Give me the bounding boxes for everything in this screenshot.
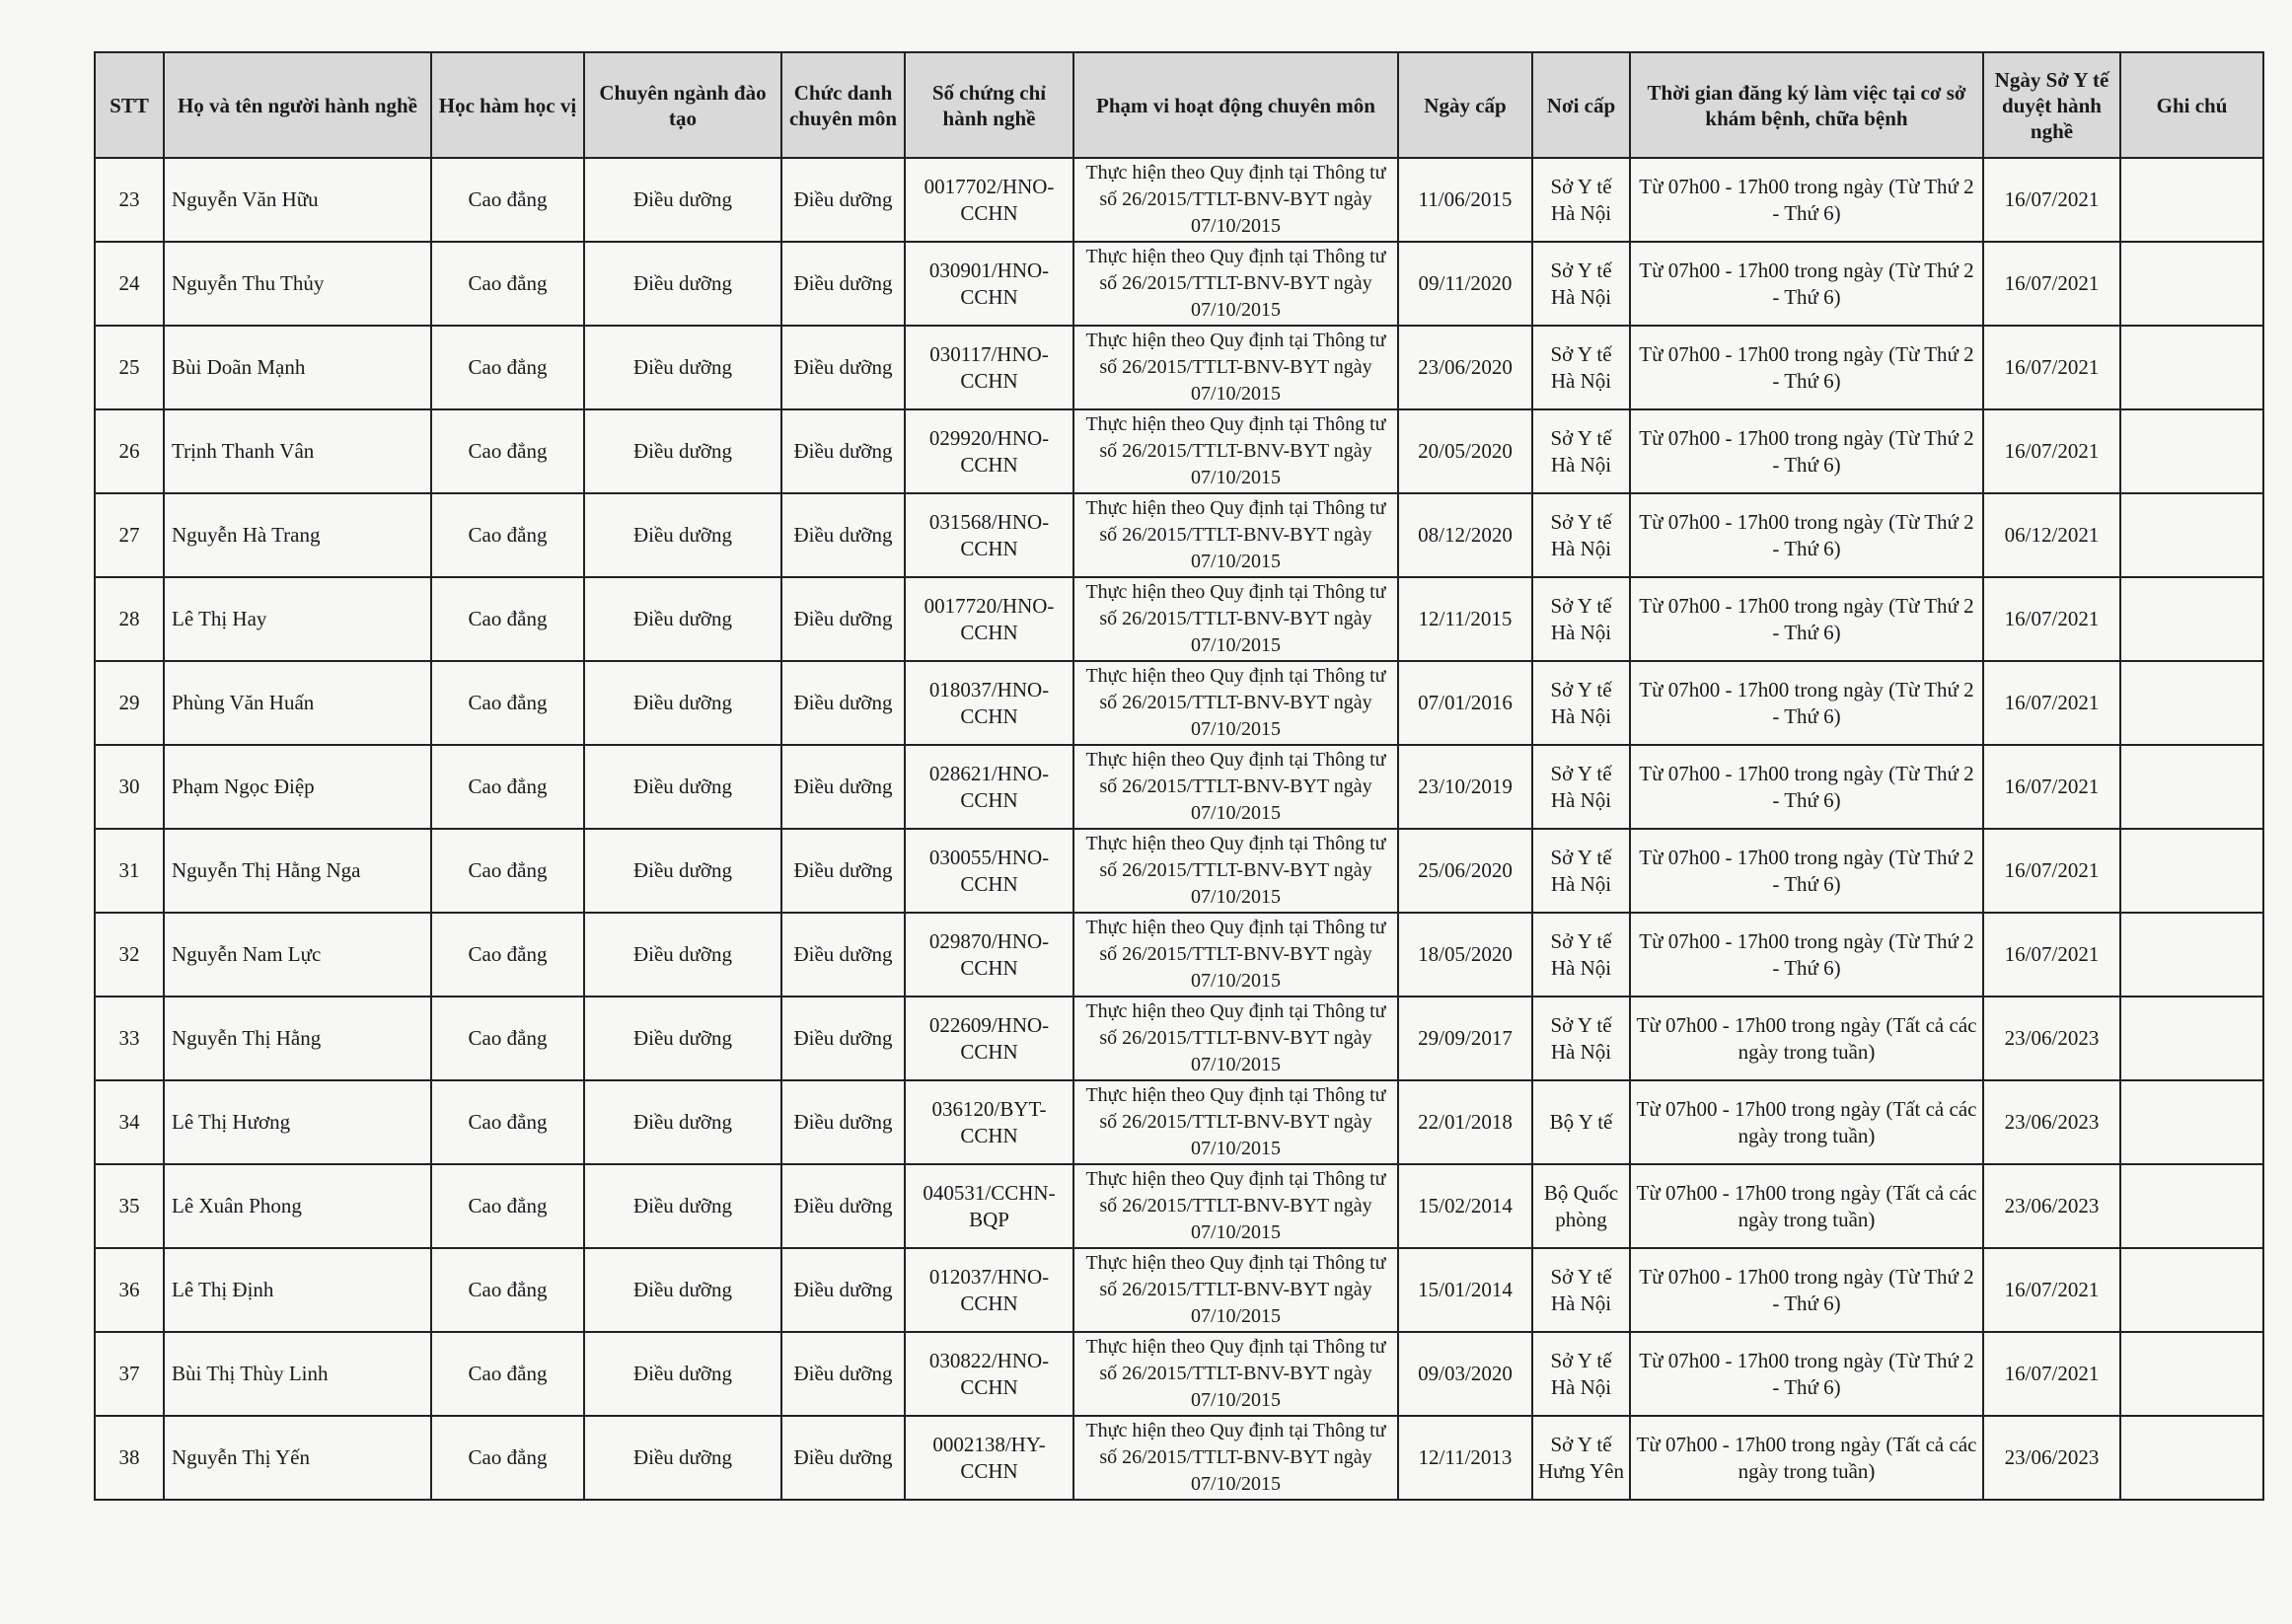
cell-scope: Thực hiện theo Quy định tại Thông tư số 26/2015/TTLT-BNV-BYT ngày 07/10/2015 — [1073, 1164, 1398, 1248]
cell-issue-date: 29/09/2017 — [1398, 997, 1532, 1080]
table-row — [95, 409, 2263, 493]
cell-major: Điều dưỡng — [584, 1416, 781, 1500]
table-row — [95, 158, 2263, 242]
cell-cert: 012037/HNO-CCHN — [905, 1248, 1073, 1332]
cell-approval-date: 16/07/2021 — [1983, 158, 2120, 242]
cell-scope: Thực hiện theo Quy định tại Thông tư số 26/2015/TTLT-BNV-BYT ngày 07/10/2015 — [1073, 1080, 1398, 1164]
cell-title: Điều dưỡng — [781, 1416, 905, 1500]
cell-name: Bùi Thị Thùy Linh — [164, 1332, 431, 1416]
header-scope: Phạm vi hoạt động chuyên môn — [1073, 52, 1398, 158]
cell-approval-date: 23/06/2023 — [1983, 1080, 2120, 1164]
cell-title: Điều dưỡng — [781, 493, 905, 577]
header-title: Chức danh chuyên môn — [781, 52, 905, 158]
header-issuer: Nơi cấp — [1532, 52, 1630, 158]
cell-title: Điều dưỡng — [781, 1332, 905, 1416]
cell-scope: Thực hiện theo Quy định tại Thông tư số 26/2015/TTLT-BNV-BYT ngày 07/10/2015 — [1073, 1416, 1398, 1500]
cell-scope: Thực hiện theo Quy định tại Thông tư số 26/2015/TTLT-BNV-BYT ngày 07/10/2015 — [1073, 409, 1398, 493]
cell-issue-date: 08/12/2020 — [1398, 493, 1532, 577]
cell-issue-date: 11/06/2015 — [1398, 158, 1532, 242]
cell-name: Phạm Ngọc Điệp — [164, 745, 431, 829]
cell-issue-date: 12/11/2013 — [1398, 1416, 1532, 1500]
cell-degree: Cao đẳng — [431, 409, 584, 493]
cell-scope: Thực hiện theo Quy định tại Thông tư số 26/2015/TTLT-BNV-BYT ngày 07/10/2015 — [1073, 829, 1398, 913]
cell-degree: Cao đẳng — [431, 326, 584, 409]
cell-issue-date: 15/01/2014 — [1398, 1248, 1532, 1332]
cell-issuer: Sở Y tế Hà Nội — [1532, 913, 1630, 997]
cell-major: Điều dưỡng — [584, 326, 781, 409]
cell-issue-date: 20/05/2020 — [1398, 409, 1532, 493]
cell-scope: Thực hiện theo Quy định tại Thông tư số 26/2015/TTLT-BNV-BYT ngày 07/10/2015 — [1073, 493, 1398, 577]
cell-cert: 0002138/HY-CCHN — [905, 1416, 1073, 1500]
cell-title: Điều dưỡng — [781, 409, 905, 493]
cell-scope: Thực hiện theo Quy định tại Thông tư số 26/2015/TTLT-BNV-BYT ngày 07/10/2015 — [1073, 158, 1398, 242]
cell-major: Điều dưỡng — [584, 1164, 781, 1248]
cell-approval-date: 23/06/2023 — [1983, 997, 2120, 1080]
cell-issuer: Bộ Quốc phòng — [1532, 1164, 1630, 1248]
cell-work-time: Từ 07h00 - 17h00 trong ngày (Từ Thứ 2 - Thứ 6) — [1630, 326, 1983, 409]
cell-approval-date: 16/07/2021 — [1983, 745, 2120, 829]
cell-name: Lê Thị Hương — [164, 1080, 431, 1164]
cell-title: Điều dưỡng — [781, 242, 905, 326]
cell-cert: 030055/HNO-CCHN — [905, 829, 1073, 913]
header-degree: Học hàm học vị — [431, 52, 584, 158]
cell-work-time: Từ 07h00 - 17h00 trong ngày (Từ Thứ 2 - Thứ 6) — [1630, 158, 1983, 242]
cell-work-time: Từ 07h00 - 17h00 trong ngày (Từ Thứ 2 - Thứ 6) — [1630, 1332, 1983, 1416]
table-row — [95, 1080, 2263, 1164]
cell-approval-date: 23/06/2023 — [1983, 1164, 2120, 1248]
header-approval-date: Ngày Sở Y tế duyệt hành nghề — [1983, 52, 2120, 158]
cell-scope: Thực hiện theo Quy định tại Thông tư số 26/2015/TTLT-BNV-BYT ngày 07/10/2015 — [1073, 1248, 1398, 1332]
cell-title: Điều dưỡng — [781, 326, 905, 409]
cell-issuer: Sở Y tế Hà Nội — [1532, 661, 1630, 745]
cell-issue-date: 23/10/2019 — [1398, 745, 1532, 829]
cell-cert: 040531/CCHN-BQP — [905, 1164, 1073, 1248]
cell-approval-date: 23/06/2023 — [1983, 1416, 2120, 1500]
cell-name: Phùng Văn Huấn — [164, 661, 431, 745]
cell-scope: Thực hiện theo Quy định tại Thông tư số 26/2015/TTLT-BNV-BYT ngày 07/10/2015 — [1073, 661, 1398, 745]
cell-issuer: Sở Y tế Hà Nội — [1532, 1332, 1630, 1416]
cell-issuer: Bộ Y tế — [1532, 1080, 1630, 1164]
cell-major: Điều dưỡng — [584, 577, 781, 661]
cell-degree: Cao đẳng — [431, 661, 584, 745]
cell-cert: 030117/HNO-CCHN — [905, 326, 1073, 409]
cell-title: Điều dưỡng — [781, 158, 905, 242]
cell-issue-date: 09/03/2020 — [1398, 1332, 1532, 1416]
cell-issue-date: 25/06/2020 — [1398, 829, 1532, 913]
cell-name: Nguyễn Thu Thủy — [164, 242, 431, 326]
cell-major: Điều dưỡng — [584, 1080, 781, 1164]
cell-issue-date: 09/11/2020 — [1398, 242, 1532, 326]
cell-note — [2120, 158, 2263, 242]
cell-title: Điều dưỡng — [781, 829, 905, 913]
table-row — [95, 1248, 2263, 1332]
cell-stt: 25 — [95, 326, 164, 409]
cell-issuer: Sở Y tế Hà Nội — [1532, 409, 1630, 493]
cell-cert: 030901/HNO-CCHN — [905, 242, 1073, 326]
cell-scope: Thực hiện theo Quy định tại Thông tư số 26/2015/TTLT-BNV-BYT ngày 07/10/2015 — [1073, 745, 1398, 829]
cell-approval-date: 16/07/2021 — [1983, 913, 2120, 997]
table-row — [95, 913, 2263, 997]
cell-stt: 23 — [95, 158, 164, 242]
cell-stt: 34 — [95, 1080, 164, 1164]
table-row — [95, 997, 2263, 1080]
cell-work-time: Từ 07h00 - 17h00 trong ngày (Tất cả các ngày trong tuần) — [1630, 1416, 1983, 1500]
cell-degree: Cao đẳng — [431, 1416, 584, 1500]
cell-note — [2120, 493, 2263, 577]
cell-scope: Thực hiện theo Quy định tại Thông tư số 26/2015/TTLT-BNV-BYT ngày 07/10/2015 — [1073, 913, 1398, 997]
cell-issuer: Sở Y tế Hưng Yên — [1532, 1416, 1630, 1500]
cell-note — [2120, 1164, 2263, 1248]
cell-work-time: Từ 07h00 - 17h00 trong ngày (Từ Thứ 2 - Thứ 6) — [1630, 745, 1983, 829]
cell-degree: Cao đẳng — [431, 1164, 584, 1248]
cell-degree: Cao đẳng — [431, 493, 584, 577]
table-row — [95, 1164, 2263, 1248]
cell-stt: 28 — [95, 577, 164, 661]
cell-approval-date: 16/07/2021 — [1983, 1248, 2120, 1332]
cell-major: Điều dưỡng — [584, 242, 781, 326]
cell-note — [2120, 1332, 2263, 1416]
table-row — [95, 1332, 2263, 1416]
cell-degree: Cao đẳng — [431, 577, 584, 661]
cell-issue-date: 07/01/2016 — [1398, 661, 1532, 745]
cell-degree: Cao đẳng — [431, 829, 584, 913]
cell-note — [2120, 409, 2263, 493]
cell-issuer: Sở Y tế Hà Nội — [1532, 1248, 1630, 1332]
cell-degree: Cao đẳng — [431, 242, 584, 326]
cell-degree: Cao đẳng — [431, 913, 584, 997]
table-body — [95, 158, 2263, 1500]
cell-work-time: Từ 07h00 - 17h00 trong ngày (Từ Thứ 2 - Thứ 6) — [1630, 1248, 1983, 1332]
cell-note — [2120, 829, 2263, 913]
cell-note — [2120, 997, 2263, 1080]
header-stt: STT — [95, 52, 164, 158]
cell-stt: 30 — [95, 745, 164, 829]
cell-cert: 031568/HNO-CCHN — [905, 493, 1073, 577]
cell-stt: 31 — [95, 829, 164, 913]
cell-stt: 32 — [95, 913, 164, 997]
cell-major: Điều dưỡng — [584, 1248, 781, 1332]
header-work-time: Thời gian đăng ký làm việc tại cơ sở khám bệnh, chữa bệnh — [1630, 52, 1983, 158]
table-row — [95, 661, 2263, 745]
cell-approval-date: 16/07/2021 — [1983, 242, 2120, 326]
cell-major: Điều dưỡng — [584, 829, 781, 913]
table-row — [95, 242, 2263, 326]
cell-issuer: Sở Y tế Hà Nội — [1532, 745, 1630, 829]
cell-cert: 028621/HNO-CCHN — [905, 745, 1073, 829]
cell-name: Nguyễn Văn Hữu — [164, 158, 431, 242]
cell-approval-date: 16/07/2021 — [1983, 409, 2120, 493]
cell-scope: Thực hiện theo Quy định tại Thông tư số 26/2015/TTLT-BNV-BYT ngày 07/10/2015 — [1073, 326, 1398, 409]
cell-issuer: Sở Y tế Hà Nội — [1532, 158, 1630, 242]
cell-scope: Thực hiện theo Quy định tại Thông tư số 26/2015/TTLT-BNV-BYT ngày 07/10/2015 — [1073, 242, 1398, 326]
cell-name: Lê Thị Định — [164, 1248, 431, 1332]
table-row — [95, 829, 2263, 913]
cell-note — [2120, 1080, 2263, 1164]
cell-major: Điều dưỡng — [584, 493, 781, 577]
cell-note — [2120, 661, 2263, 745]
table-row — [95, 577, 2263, 661]
cell-title: Điều dưỡng — [781, 1164, 905, 1248]
header-major: Chuyên ngành đào tạo — [584, 52, 781, 158]
cell-approval-date: 06/12/2021 — [1983, 493, 2120, 577]
cell-title: Điều dưỡng — [781, 745, 905, 829]
cell-major: Điều dưỡng — [584, 661, 781, 745]
cell-stt: 27 — [95, 493, 164, 577]
cell-title: Điều dưỡng — [781, 1080, 905, 1164]
cell-name: Nguyễn Thị Hằng — [164, 997, 431, 1080]
cell-degree: Cao đẳng — [431, 1080, 584, 1164]
cell-work-time: Từ 07h00 - 17h00 trong ngày (Từ Thứ 2 - Thứ 6) — [1630, 661, 1983, 745]
cell-major: Điều dưỡng — [584, 158, 781, 242]
cell-work-time: Từ 07h00 - 17h00 trong ngày (Tất cả các ngày trong tuần) — [1630, 997, 1983, 1080]
cell-name: Lê Thị Hay — [164, 577, 431, 661]
cell-work-time: Từ 07h00 - 17h00 trong ngày (Từ Thứ 2 - Thứ 6) — [1630, 493, 1983, 577]
cell-work-time: Từ 07h00 - 17h00 trong ngày (Từ Thứ 2 - Thứ 6) — [1630, 409, 1983, 493]
cell-stt: 26 — [95, 409, 164, 493]
cell-note — [2120, 1248, 2263, 1332]
cell-title: Điều dưỡng — [781, 661, 905, 745]
cell-title: Điều dưỡng — [781, 1248, 905, 1332]
cell-stt: 33 — [95, 997, 164, 1080]
cell-cert: 029870/HNO-CCHN — [905, 913, 1073, 997]
cell-approval-date: 16/07/2021 — [1983, 326, 2120, 409]
cell-issue-date: 15/02/2014 — [1398, 1164, 1532, 1248]
cell-issuer: Sở Y tế Hà Nội — [1532, 493, 1630, 577]
cell-name: Nguyễn Nam Lực — [164, 913, 431, 997]
cell-note — [2120, 1416, 2263, 1500]
cell-cert: 030822/HNO-CCHN — [905, 1332, 1073, 1416]
cell-major: Điều dưỡng — [584, 913, 781, 997]
cell-issue-date: 22/01/2018 — [1398, 1080, 1532, 1164]
cell-note — [2120, 577, 2263, 661]
cell-stt: 37 — [95, 1332, 164, 1416]
cell-degree: Cao đẳng — [431, 158, 584, 242]
cell-degree: Cao đẳng — [431, 1332, 584, 1416]
cell-cert: 0017720/HNO-CCHN — [905, 577, 1073, 661]
cell-approval-date: 16/07/2021 — [1983, 661, 2120, 745]
cell-work-time: Từ 07h00 - 17h00 trong ngày (Từ Thứ 2 - Thứ 6) — [1630, 829, 1983, 913]
cell-major: Điều dưỡng — [584, 745, 781, 829]
cell-stt: 35 — [95, 1164, 164, 1248]
cell-title: Điều dưỡng — [781, 997, 905, 1080]
cell-cert: 018037/HNO-CCHN — [905, 661, 1073, 745]
table-row — [95, 493, 2263, 577]
cell-work-time: Từ 07h00 - 17h00 trong ngày (Từ Thứ 2 - Thứ 6) — [1630, 913, 1983, 997]
practitioner-table — [94, 51, 2264, 1501]
table-row — [95, 1416, 2263, 1500]
cell-approval-date: 16/07/2021 — [1983, 829, 2120, 913]
cell-work-time: Từ 07h00 - 17h00 trong ngày (Từ Thứ 2 - Thứ 6) — [1630, 242, 1983, 326]
cell-scope: Thực hiện theo Quy định tại Thông tư số 26/2015/TTLT-BNV-BYT ngày 07/10/2015 — [1073, 1332, 1398, 1416]
cell-work-time: Từ 07h00 - 17h00 trong ngày (Tất cả các ngày trong tuần) — [1630, 1080, 1983, 1164]
cell-approval-date: 16/07/2021 — [1983, 1332, 2120, 1416]
cell-issuer: Sở Y tế Hà Nội — [1532, 326, 1630, 409]
cell-degree: Cao đẳng — [431, 745, 584, 829]
cell-degree: Cao đẳng — [431, 997, 584, 1080]
cell-issuer: Sở Y tế Hà Nội — [1532, 997, 1630, 1080]
header-note: Ghi chú — [2120, 52, 2263, 158]
cell-note — [2120, 242, 2263, 326]
cell-cert: 036120/BYT-CCHN — [905, 1080, 1073, 1164]
cell-issue-date: 12/11/2015 — [1398, 577, 1532, 661]
cell-issuer: Sở Y tế Hà Nội — [1532, 577, 1630, 661]
cell-cert: 022609/HNO-CCHN — [905, 997, 1073, 1080]
cell-name: Bùi Doãn Mạnh — [164, 326, 431, 409]
cell-scope: Thực hiện theo Quy định tại Thông tư số 26/2015/TTLT-BNV-BYT ngày 07/10/2015 — [1073, 577, 1398, 661]
cell-title: Điều dưỡng — [781, 577, 905, 661]
cell-issue-date: 18/05/2020 — [1398, 913, 1532, 997]
cell-note — [2120, 745, 2263, 829]
cell-issuer: Sở Y tế Hà Nội — [1532, 829, 1630, 913]
cell-name: Trịnh Thanh Vân — [164, 409, 431, 493]
header-cert: Số chứng chỉ hành nghề — [905, 52, 1073, 158]
cell-name: Nguyễn Thị Yến — [164, 1416, 431, 1500]
cell-issue-date: 23/06/2020 — [1398, 326, 1532, 409]
cell-name: Nguyễn Thị Hằng Nga — [164, 829, 431, 913]
header-name: Họ và tên người hành nghề — [164, 52, 431, 158]
cell-stt: 29 — [95, 661, 164, 745]
cell-title: Điều dưỡng — [781, 913, 905, 997]
cell-approval-date: 16/07/2021 — [1983, 577, 2120, 661]
cell-cert: 029920/HNO-CCHN — [905, 409, 1073, 493]
header-issue-date: Ngày cấp — [1398, 52, 1532, 158]
cell-major: Điều dưỡng — [584, 1332, 781, 1416]
cell-name: Lê Xuân Phong — [164, 1164, 431, 1248]
cell-cert: 0017702/HNO-CCHN — [905, 158, 1073, 242]
table-header-row — [95, 52, 2263, 158]
cell-degree: Cao đẳng — [431, 1248, 584, 1332]
table-row — [95, 326, 2263, 409]
cell-work-time: Từ 07h00 - 17h00 trong ngày (Tất cả các ngày trong tuần) — [1630, 1164, 1983, 1248]
cell-note — [2120, 326, 2263, 409]
cell-note — [2120, 913, 2263, 997]
cell-name: Nguyễn Hà Trang — [164, 493, 431, 577]
cell-scope: Thực hiện theo Quy định tại Thông tư số 26/2015/TTLT-BNV-BYT ngày 07/10/2015 — [1073, 997, 1398, 1080]
cell-stt: 36 — [95, 1248, 164, 1332]
cell-issuer: Sở Y tế Hà Nội — [1532, 242, 1630, 326]
cell-work-time: Từ 07h00 - 17h00 trong ngày (Từ Thứ 2 - Thứ 6) — [1630, 577, 1983, 661]
cell-stt: 24 — [95, 242, 164, 326]
cell-major: Điều dưỡng — [584, 409, 781, 493]
cell-stt: 38 — [95, 1416, 164, 1500]
practitioner-table-sheet — [94, 51, 2262, 1501]
table-row — [95, 745, 2263, 829]
cell-major: Điều dưỡng — [584, 997, 781, 1080]
